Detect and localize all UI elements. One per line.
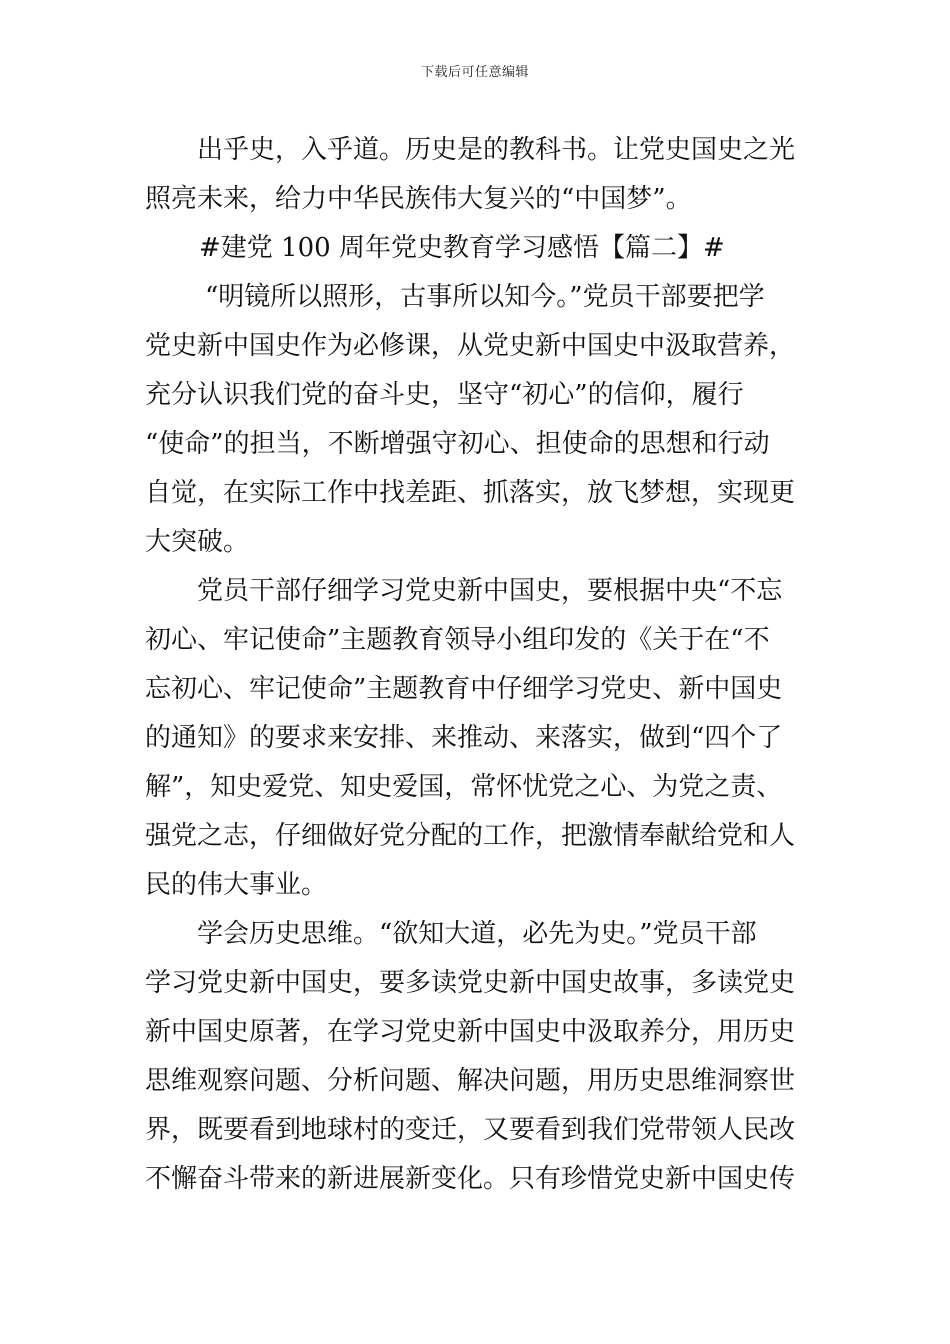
text-line: 忘初心、牢记使命”主题教育中仔细学习党史、新中国史 bbox=[145, 674, 783, 704]
text-line: 照亮未来，给力中华民族伟大复兴的“中国梦”。 bbox=[145, 184, 692, 214]
text-line: 不懈奋斗带来的新进展新变化。只有珍惜党史新中国史传 bbox=[145, 1164, 796, 1194]
text-line: 学习党史新中国史，要多读党史新中国史故事，多读党史 bbox=[145, 968, 796, 998]
text-line: “使命”的担当，不断增强守初心、担使命的思想和行动 bbox=[145, 429, 770, 459]
text-line: “明镜所以照形，古事所以知今。”党员干部要把学 bbox=[205, 282, 765, 312]
text-line: 解”，知史爱党、知史爱国，常怀忧党之心、为党之责、 bbox=[145, 772, 783, 802]
text-line: 学会历史思维。“欲知大道，必先为史。”党员干部 bbox=[197, 919, 757, 949]
text-line: 民的伟大事业。 bbox=[145, 870, 328, 900]
section-heading: #建党 100 周年党史教育学习感悟【篇二】# bbox=[199, 233, 725, 263]
text-line: 界，既要看到地球村的变迁，又要看到我们党带领人民改 bbox=[145, 1115, 796, 1145]
text-line: 强党之志，仔细做好党分配的工作，把激情奉献给党和人 bbox=[145, 821, 796, 851]
text-line: 的通知》的要求来安排、来推动、来落实，做到“四个了 bbox=[145, 723, 783, 753]
text-line: 初心、牢记使命”主题教育领导小组印发的《关于在“不 bbox=[145, 625, 770, 655]
text-line: 思维观察问题、分析问题、解决问题，用历史思维洞察世 bbox=[145, 1066, 796, 1096]
text-line: 自觉，在实际工作中找差距、抓落实，放飞梦想，实现更 bbox=[145, 478, 796, 508]
text-line: 新中国史原著，在学习党史新中国史中汲取养分，用历史 bbox=[145, 1017, 796, 1047]
text-line: 大突破。 bbox=[145, 527, 250, 557]
text-line: 党史新中国史作为必修课，从党史新中国史中汲取营养， bbox=[145, 331, 796, 361]
text-line: 充分认识我们党的奋斗史，坚守“初心”的信仰，履行 bbox=[145, 380, 744, 410]
page-header-note: 下载后可任意编辑 bbox=[420, 65, 529, 80]
text-line: 出乎史，入乎道。历史是的教科书。让党史国史之光 bbox=[197, 135, 796, 165]
text-line: 党员干部仔细学习党史新中国史，要根据中央“不忘 bbox=[197, 576, 783, 606]
document-body bbox=[145, 126, 815, 1204]
